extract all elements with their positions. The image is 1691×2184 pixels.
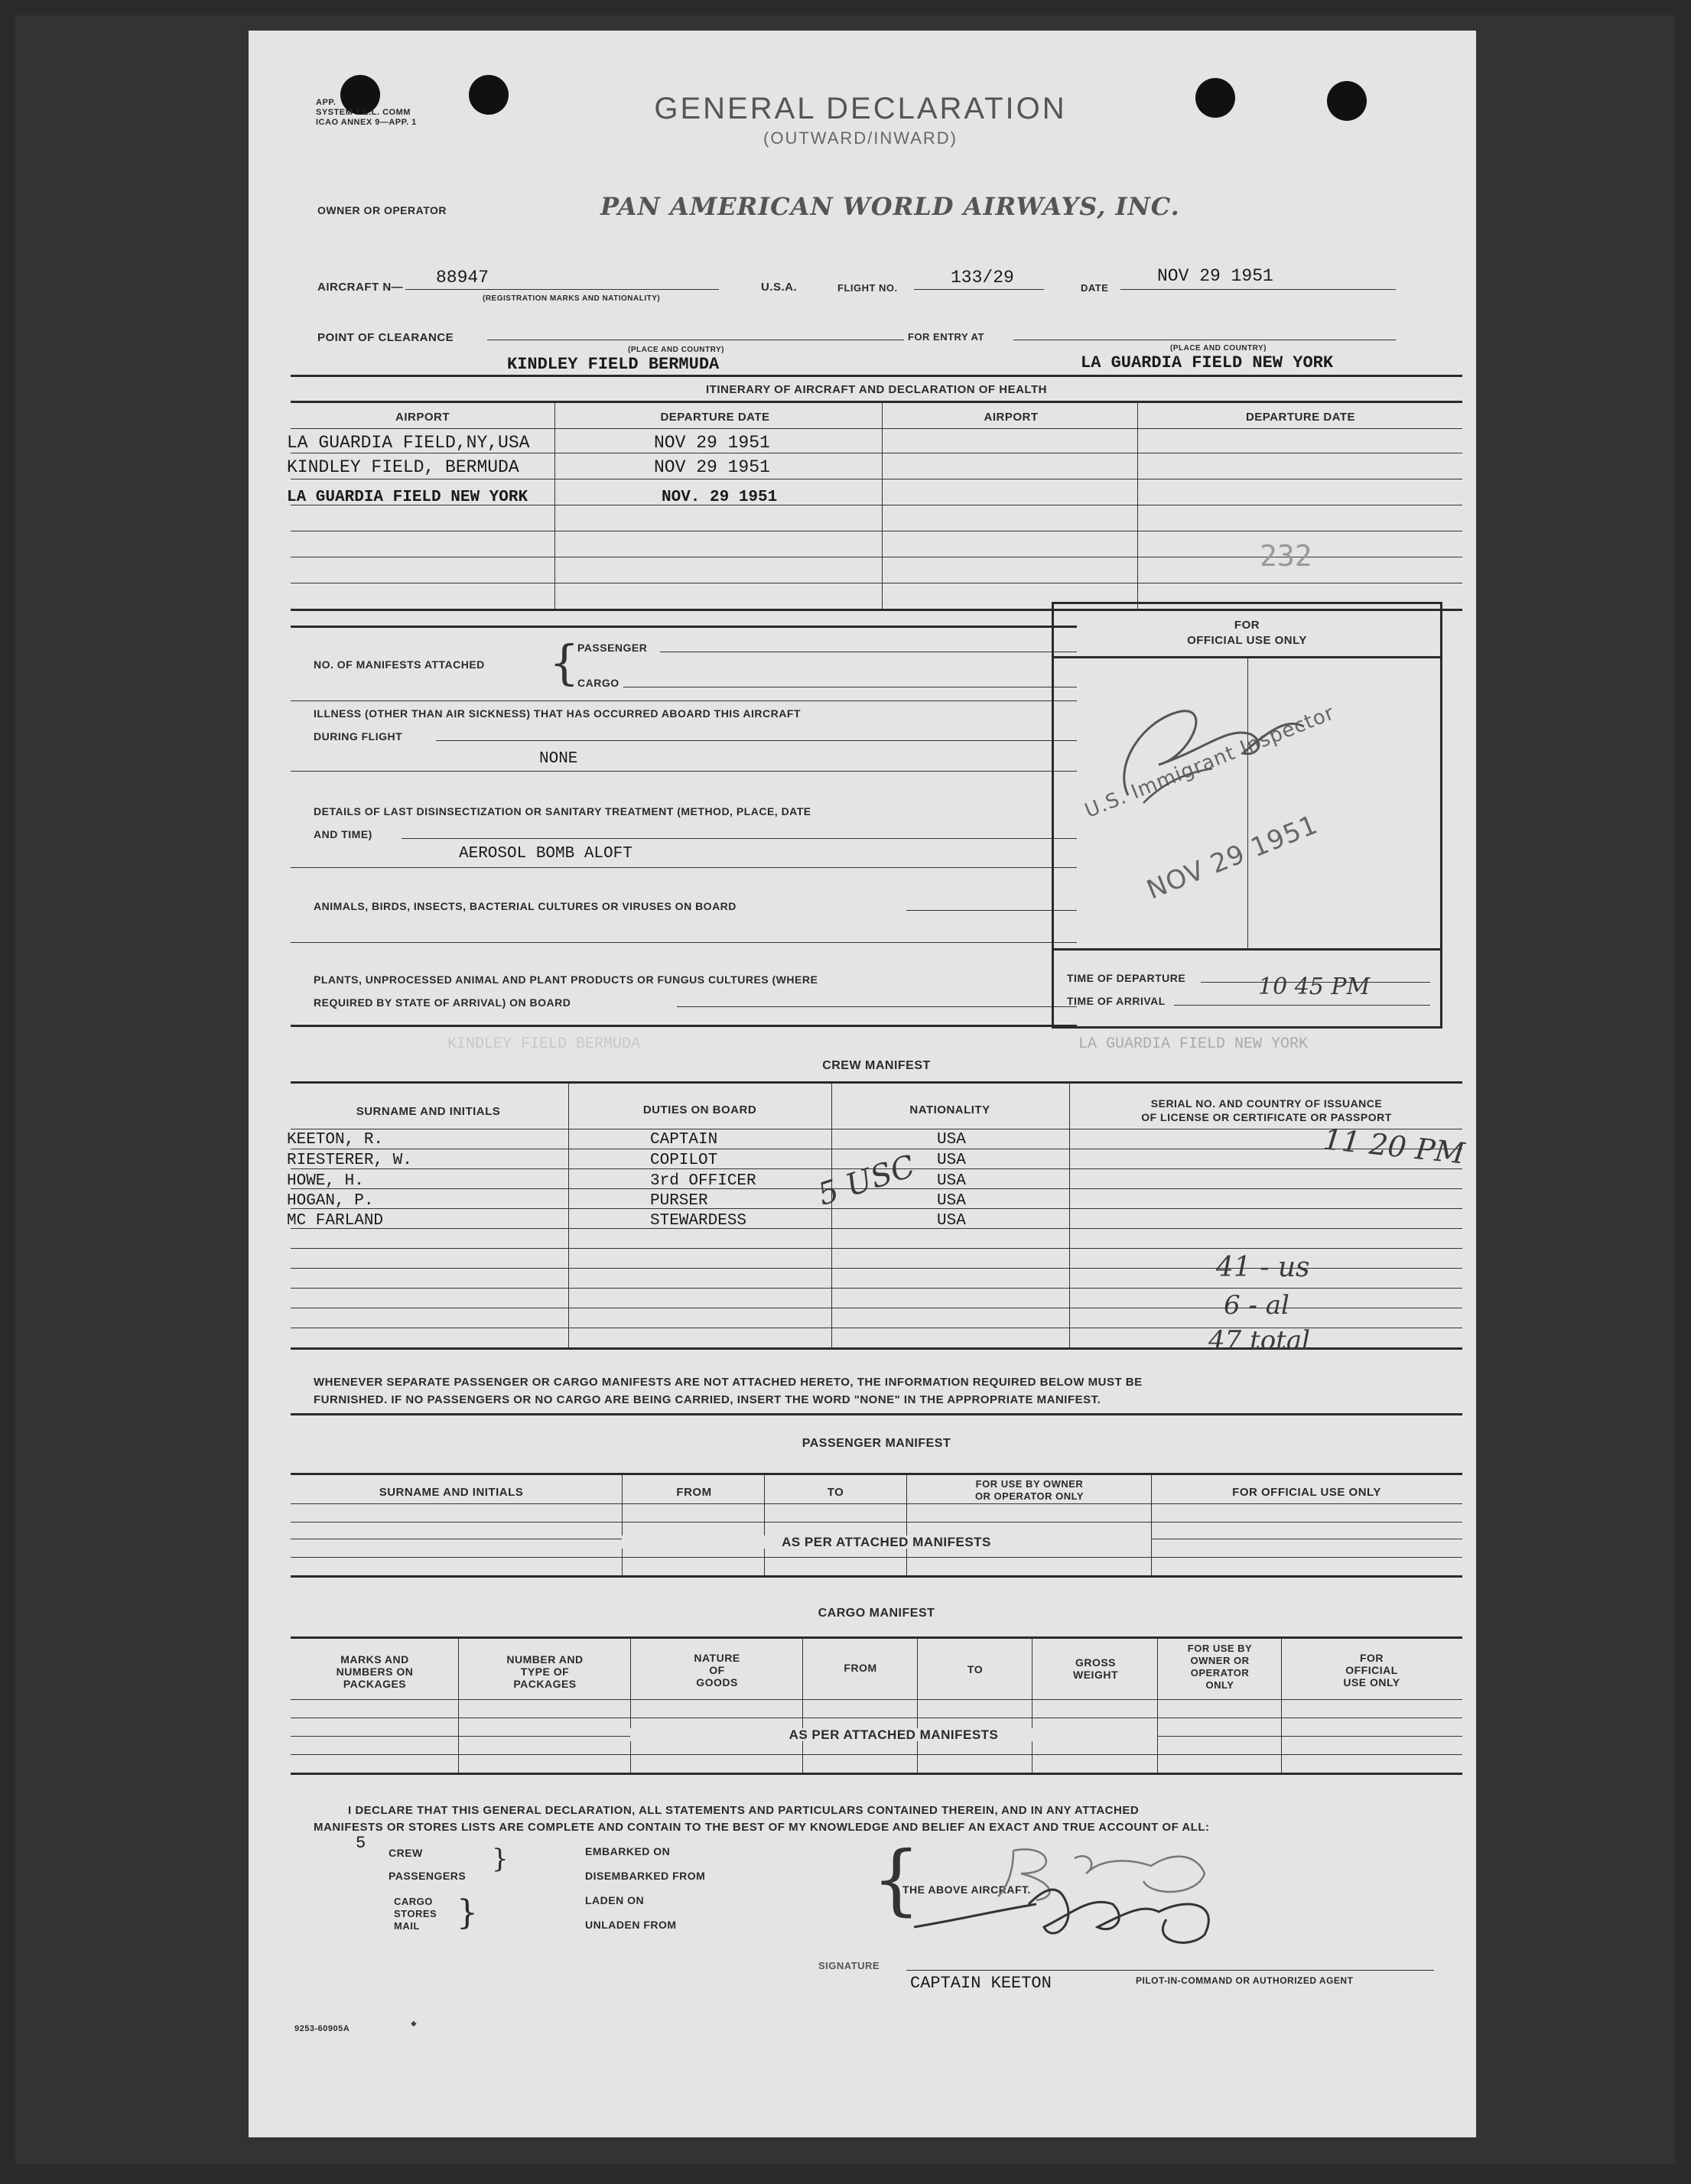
crew-duty: STEWARDESS [650, 1212, 747, 1230]
crew-title: CREW MANIFEST [822, 1059, 931, 1072]
itinerary-header-airport-2: AIRPORT [984, 411, 1039, 424]
crew-surname: RIESTERER, W. [287, 1152, 412, 1169]
decl-disembarked: DISEMBARKED FROM [585, 1870, 706, 1882]
cargo-value: AS PER ATTACHED MANIFESTS [630, 1728, 1157, 1741]
itinerary-header-departure: DEPARTURE DATE [660, 411, 770, 424]
immigration-stamp: U.S. Immigrant Inspector [1081, 701, 1338, 823]
itinerary-airport: LA GUARDIA FIELD NEW YORK [287, 489, 528, 506]
crew-duty: 3rd OFFICER [650, 1172, 756, 1190]
brace-icon: } [492, 1844, 509, 1874]
flight-label: FLIGHT NO. [837, 282, 898, 294]
date-value: NOV 29 1951 [1157, 266, 1273, 286]
crew-nationality: USA [937, 1212, 966, 1230]
union-label-icon: ◆ [411, 2020, 417, 2028]
crew-surname: HOGAN, P. [287, 1192, 374, 1210]
cargo-header-nature: NATURE OF GOODS [694, 1652, 740, 1688]
itinerary-date: NOV 29 1951 [654, 433, 770, 453]
crew-header-nationality: NATIONALITY [909, 1103, 990, 1116]
passenger-header-surname: SURNAME AND INITIALS [379, 1486, 524, 1499]
official-title: FOR [1234, 619, 1260, 632]
general-declaration-form [249, 31, 1476, 2137]
disinsection-value: AEROSOL BOMB ALOFT [459, 845, 632, 863]
decl-above-aircraft: THE ABOVE AIRCRAFT. [902, 1883, 1031, 1896]
crew-nationality: USA [937, 1192, 966, 1210]
passenger-title: PASSENGER MANIFEST [802, 1437, 951, 1450]
decl-passengers-label: PASSENGERS [389, 1870, 467, 1882]
crew-header-surname: SURNAME AND INITIALS [356, 1105, 501, 1118]
itinerary-stamp-number: 232 [1260, 539, 1312, 573]
decl-mail-label: MAIL [394, 1920, 420, 1932]
place-sub-right: (PLACE AND COUNTRY) [1170, 344, 1267, 353]
cargo-header-official: FOR OFFICIAL USE ONLY [1343, 1652, 1400, 1688]
declaration-line-1: I DECLARE THAT THIS GENERAL DECLARATION, ALL STATEMENTS AND PARTICULARS CONTAINED THEREIN, AND IN ANY ATTACHED [348, 1804, 1140, 1817]
crew-nationality: USA [937, 1152, 966, 1169]
cargo-header-weight: GROSS WEIGHT [1073, 1656, 1118, 1681]
clearance-value: KINDLEY FIELD BERMUDA [507, 355, 720, 374]
cargo-header-marks: MARKS AND NUMBERS ON PACKAGES [336, 1653, 414, 1690]
captain-signature [899, 1828, 1281, 1965]
crew-header-serial: SERIAL NO. AND COUNTRY OF ISSUANCE [1150, 1097, 1383, 1110]
punch-hole [469, 75, 509, 115]
form-subtitle: (OUTWARD/INWARD) [763, 128, 958, 148]
crew-surname: MC FARLAND [287, 1212, 384, 1230]
aircraft-sub: (REGISTRATION MARKS AND NATIONALITY) [483, 294, 661, 303]
crew-surname: KEETON, R. [287, 1131, 384, 1149]
owner-label: OWNER OR OPERATOR [317, 204, 447, 216]
crew-surname: HOWE, H. [287, 1172, 364, 1190]
illness-label-2: DURING FLIGHT [314, 730, 403, 743]
itinerary-date: NOV. 29 1951 [662, 489, 778, 506]
cargo-title: CARGO MANIFEST [818, 1607, 935, 1620]
passenger-header-owner: FOR USE BY OWNER [975, 1478, 1084, 1490]
plants-label-2: REQUIRED BY STATE OF ARRIVAL) ON BOARD [314, 996, 571, 1009]
passenger-value: AS PER ATTACHED MANIFESTS [622, 1536, 1151, 1549]
signature-label: SIGNATURE [818, 1960, 880, 1971]
illness-label: ILLNESS (OTHER THAN AIR SICKNESS) THAT HAS OCCURRED ABOARD THIS AIRCRAFT [314, 707, 801, 720]
crew-hand-total: 41 - us [1216, 1252, 1310, 1283]
clearance-label: POINT OF CLEARANCE [317, 331, 454, 344]
crew-duty: PURSER [650, 1192, 708, 1210]
manifests-label: NO. OF MANIFESTS ATTACHED [314, 658, 485, 671]
passenger-header-to: TO [827, 1486, 844, 1499]
arrival-time-label: TIME OF ARRIVAL [1067, 995, 1166, 1007]
itinerary-header-departure-2: DEPARTURE DATE [1245, 411, 1356, 424]
aircraft-value: 88947 [436, 268, 489, 288]
crew-header-duties: DUTIES ON BOARD [642, 1103, 757, 1116]
notice-line-1: WHENEVER SEPARATE PASSENGER OR CARGO MANIFESTS ARE NOT ATTACHED HERETO, THE INFORMATION REQUIRED BELOW MUST BE [314, 1376, 1143, 1389]
decl-crew-label: CREW [389, 1847, 423, 1859]
arrival-time-value: 10 45 PM [1258, 973, 1371, 1000]
crew-duty: COPILOT [650, 1152, 718, 1169]
itinerary-airport: LA GUARDIA FIELD,NY,USA [287, 433, 530, 453]
crew-hand-marks: 5 USC [814, 1149, 919, 1213]
decl-unladen: UNLADEN FROM [585, 1919, 677, 1931]
brace-icon: { [872, 1835, 921, 1924]
declaration-line-2: MANIFESTS OR STORES LISTS ARE COMPLETE AND CONTAIN TO THE BEST OF MY KNOWLEDGE AND BELIEF AN EXACT AND TRUE ACCOUNT OF ALL: [314, 1821, 1210, 1834]
cargo-header-owner: FOR USE BY OWNER OR OPERATOR ONLY [1187, 1643, 1253, 1691]
cargo-count-label: CARGO [577, 677, 619, 689]
cargo-header-to: TO [967, 1663, 984, 1675]
pilot-label: PILOT-IN-COMMAND OR AUTHORIZED AGENT [1136, 1975, 1354, 1986]
entry-label: FOR ENTRY AT [908, 331, 984, 343]
aircraft-label: AIRCRAFT N— [317, 281, 404, 294]
decl-laden: LADEN ON [585, 1894, 645, 1906]
crew-duty: CAPTAIN [650, 1131, 718, 1149]
crew-hand-time: 11 20 PM [1322, 1122, 1467, 1171]
passenger-header-from: FROM [676, 1486, 712, 1499]
form-ref: APP. SYSTEM 1 L.L. COMM ICAO ANNEX 9—APP. 1 [316, 98, 417, 127]
place-sub-left: (PLACE AND COUNTRY) [628, 346, 724, 354]
disinsection-label: DETAILS OF LAST DISINSECTIZATION OR SANITARY TREATMENT (METHOD, PLACE, DATE [314, 805, 811, 817]
immigration-stamp-date: NOV 29 1951 [1142, 809, 1322, 906]
itinerary-date: NOV 29 1951 [654, 457, 770, 477]
crew-nationality: USA [937, 1131, 966, 1149]
crew-hand-total: 47 total [1208, 1325, 1311, 1356]
crew-header-license: OF LICENSE OR CERTIFICATE OR PASSPORT [1141, 1111, 1392, 1123]
date-label: DATE [1081, 282, 1109, 294]
animals-label: ANIMALS, BIRDS, INSECTS, BACTERIAL CULTURES OR VIRUSES ON BOARD [314, 900, 737, 912]
passenger-header-owner-2: OR OPERATOR ONLY [974, 1490, 1085, 1502]
cargo-header-number: NUMBER AND TYPE OF PACKAGES [506, 1653, 584, 1690]
departure-time-label: TIME OF DEPARTURE [1067, 972, 1186, 984]
inspector-signature [1098, 696, 1319, 811]
form-title: GENERAL DECLARATION [654, 92, 1067, 125]
decl-stores-label: STORES [394, 1908, 437, 1919]
brace-icon: } [457, 1893, 478, 1932]
entry-value: LA GUARDIA FIELD NEW YORK [1081, 353, 1334, 372]
passenger-header-official: FOR OFFICIAL USE ONLY [1232, 1486, 1381, 1499]
decl-embarked: EMBARKED ON [585, 1845, 671, 1857]
cargo-header-from: FROM [844, 1662, 877, 1674]
itinerary-airport: KINDLEY FIELD, BERMUDA [287, 457, 519, 477]
plants-label: PLANTS, UNPROCESSED ANIMAL AND PLANT PRODUCTS OR FUNGUS CULTURES (WHERE [314, 973, 818, 986]
owner-value: PAN AMERICAN WORLD AIRWAYS, INC. [600, 192, 1180, 221]
faded-text-right: LA GUARDIA FIELD NEW YORK [1078, 1035, 1309, 1053]
itinerary-header-airport: AIRPORT [395, 411, 450, 424]
illness-value: NONE [539, 750, 578, 768]
faded-text-left: KINDLEY FIELD BERMUDA [447, 1035, 641, 1053]
disinsection-label-2: AND TIME) [314, 828, 372, 840]
crew-hand-total: 6 - al [1224, 1290, 1289, 1321]
usa-label: U.S.A. [761, 281, 798, 294]
brace-icon: { [549, 635, 580, 691]
flight-value: 133/29 [951, 268, 1014, 288]
footer-code: 9253-60905A [294, 2024, 350, 2033]
crew-nationality: USA [937, 1172, 966, 1190]
punch-hole [1327, 81, 1367, 121]
punch-hole [1195, 78, 1235, 118]
decl-cargo-label: CARGO [394, 1896, 433, 1907]
itinerary-title: ITINERARY OF AIRCRAFT AND DECLARATION OF HEALTH [706, 383, 1047, 396]
passenger-count-label: PASSENGER [577, 642, 648, 654]
signer-name: CAPTAIN KEETON [910, 1974, 1052, 1993]
notice-line-2: FURNISHED. IF NO PASSENGERS OR NO CARGO ARE BEING CARRIED, INSERT THE WORD "NONE" IN THE APPROPRIATE MANIFEST. [314, 1393, 1101, 1406]
crew-count: 5 [356, 1834, 366, 1853]
official-title-2: OFFICIAL USE ONLY [1187, 634, 1307, 647]
